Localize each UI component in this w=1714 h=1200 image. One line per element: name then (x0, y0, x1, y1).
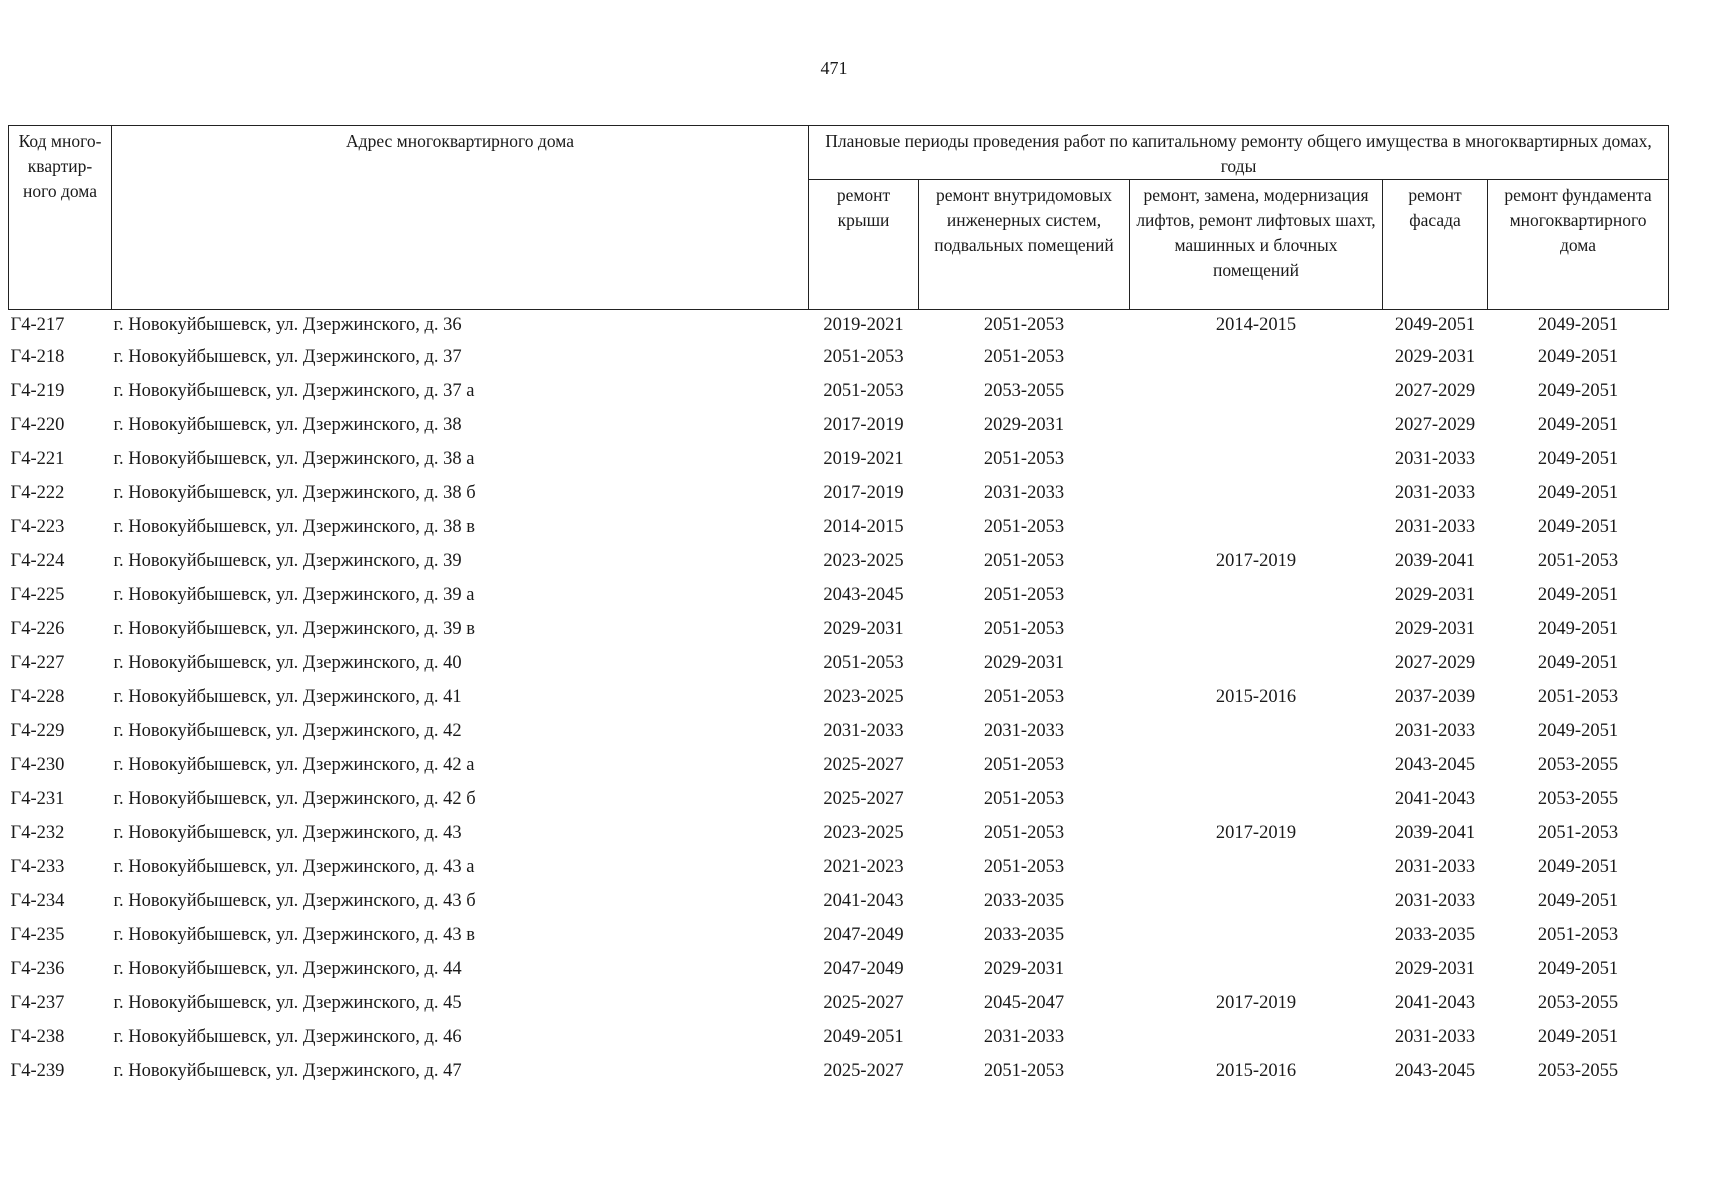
header-lifts: ремонт, замена, модернизация лифтов, ремонт лифтовых шахт, машинных и блочных помещений (1130, 180, 1383, 310)
row-code: Г4-234 (10, 890, 65, 911)
table-row (9, 714, 1669, 748)
table-row (9, 544, 1669, 578)
row-roof: 2017-2019 (823, 414, 904, 435)
row-engineering: 2029-2031 (983, 652, 1065, 673)
row-foundation: 2049-2051 (1537, 720, 1619, 741)
table-row (9, 1054, 1669, 1088)
row-engineering: 2051-2053 (983, 788, 1065, 809)
row-engineering: 2051-2053 (983, 1060, 1065, 1081)
row-foundation: 2049-2051 (1537, 1026, 1619, 1047)
row-code: Г4-225 (10, 584, 65, 605)
row-lifts: 2017-2019 (1215, 992, 1297, 1013)
row-engineering: 2031-2033 (983, 1026, 1065, 1047)
row-code: Г4-239 (10, 1060, 65, 1081)
row-roof: 2023-2025 (823, 822, 904, 843)
row-roof: 2025-2027 (823, 754, 904, 775)
row-roof: 2043-2045 (823, 584, 904, 605)
row-foundation: 2049-2051 (1537, 380, 1619, 401)
row-engineering: 2045-2047 (983, 992, 1065, 1013)
row-address: г. Новокуйбышевск, ул. Дзержинского, д. 39 а (113, 584, 475, 605)
row-code: Г4-221 (10, 448, 65, 469)
row-foundation: 2051-2053 (1537, 550, 1619, 571)
row-code: Г4-222 (10, 482, 65, 503)
row-lifts (1130, 340, 1383, 374)
table-row (9, 918, 1669, 952)
table-row (9, 476, 1669, 510)
header-foundation: ремонт фундамента многоквартирного дома (1488, 180, 1669, 310)
table-row (9, 578, 1669, 612)
row-foundation: 2049-2051 (1537, 448, 1619, 469)
row-roof: 2023-2025 (823, 550, 904, 571)
row-lifts: 2015-2016 (1215, 1060, 1297, 1081)
row-roof: 2023-2025 (823, 686, 904, 707)
row-foundation: 2049-2051 (1537, 314, 1619, 335)
row-facade: 2031-2033 (1394, 1026, 1476, 1047)
table-row (9, 1020, 1669, 1054)
row-address: г. Новокуйбышевск, ул. Дзержинского, д. 43 в (113, 924, 475, 945)
row-code: Г4-224 (10, 550, 65, 571)
row-facade: 2043-2045 (1394, 1060, 1476, 1081)
row-engineering: 2051-2053 (983, 754, 1065, 775)
row-facade: 2027-2029 (1394, 380, 1476, 401)
row-address: г. Новокуйбышевск, ул. Дзержинского, д. 39 (113, 550, 462, 571)
row-lifts (1130, 748, 1383, 782)
row-lifts (1130, 782, 1383, 816)
row-facade: 2031-2033 (1394, 856, 1476, 877)
row-foundation: 2053-2055 (1537, 992, 1619, 1013)
table-row (9, 680, 1669, 714)
row-foundation: 2049-2051 (1537, 652, 1619, 673)
row-foundation: 2051-2053 (1537, 924, 1619, 945)
row-code: Г4-236 (10, 958, 65, 979)
row-code: Г4-223 (10, 516, 65, 537)
row-engineering: 2051-2053 (983, 550, 1065, 571)
row-facade: 2039-2041 (1394, 550, 1476, 571)
row-facade: 2029-2031 (1394, 346, 1476, 367)
row-code: Г4-233 (10, 856, 65, 877)
row-address: г. Новокуйбышевск, ул. Дзержинского, д. 41 (113, 686, 462, 707)
row-address: г. Новокуйбышевск, ул. Дзержинского, д. 47 (113, 1060, 462, 1081)
row-address: г. Новокуйбышевск, ул. Дзержинского, д. 42 б (113, 788, 476, 809)
row-engineering: 2033-2035 (983, 924, 1065, 945)
row-address: г. Новокуйбышевск, ул. Дзержинского, д. 37 (113, 346, 462, 367)
table-row (9, 310, 1669, 341)
row-engineering: 2051-2053 (983, 618, 1065, 639)
row-foundation: 2053-2055 (1537, 1060, 1619, 1081)
row-roof: 2025-2027 (823, 788, 904, 809)
row-code: Г4-226 (10, 618, 65, 639)
row-facade: 2029-2031 (1394, 584, 1476, 605)
row-code: Г4-231 (10, 788, 65, 809)
table-header (9, 126, 1669, 310)
row-address: г. Новокуйбышевск, ул. Дзержинского, д. 38 а (113, 448, 475, 469)
row-facade: 2049-2051 (1394, 314, 1476, 335)
row-code: Г4-227 (10, 652, 65, 673)
row-roof: 2047-2049 (823, 958, 904, 979)
row-foundation: 2053-2055 (1537, 788, 1619, 809)
row-facade: 2027-2029 (1394, 414, 1476, 435)
table-row (9, 884, 1669, 918)
row-facade: 2031-2033 (1394, 890, 1476, 911)
row-foundation: 2049-2051 (1537, 482, 1619, 503)
row-engineering: 2051-2053 (983, 686, 1065, 707)
row-address: г. Новокуйбышевск, ул. Дзержинского, д. 43 а (113, 856, 475, 877)
row-engineering: 2051-2053 (983, 346, 1065, 367)
row-facade: 2043-2045 (1394, 754, 1476, 775)
row-address: г. Новокуйбышевск, ул. Дзержинского, д. 42 а (113, 754, 475, 775)
repair-schedule-table (8, 125, 1669, 1088)
row-engineering: 2033-2035 (983, 890, 1065, 911)
row-code: Г4-220 (10, 414, 65, 435)
page-number: 471 (820, 58, 848, 78)
table-row (9, 340, 1669, 374)
row-lifts (1130, 408, 1383, 442)
row-lifts: 2014-2015 (1215, 314, 1297, 335)
table-row (9, 748, 1669, 782)
row-roof: 2051-2053 (823, 346, 904, 367)
table-row (9, 374, 1669, 408)
row-lifts: 2017-2019 (1215, 550, 1297, 571)
row-lifts (1130, 850, 1383, 884)
row-facade: 2039-2041 (1394, 822, 1476, 843)
row-roof: 2021-2023 (823, 856, 904, 877)
row-lifts (1130, 646, 1383, 680)
table-row (9, 782, 1669, 816)
row-address: г. Новокуйбышевск, ул. Дзержинского, д. 43 (113, 822, 462, 843)
row-code: Г4-238 (10, 1026, 65, 1047)
row-roof: 2025-2027 (823, 1060, 904, 1081)
row-facade: 2037-2039 (1394, 686, 1476, 707)
row-engineering: 2029-2031 (983, 414, 1065, 435)
row-address: г. Новокуйбышевск, ул. Дзержинского, д. 38 в (113, 516, 475, 537)
row-lifts (1130, 612, 1383, 646)
row-foundation: 2049-2051 (1537, 890, 1619, 911)
row-roof: 2017-2019 (823, 482, 904, 503)
table-row (9, 408, 1669, 442)
row-roof: 2051-2053 (823, 652, 904, 673)
row-foundation: 2049-2051 (1537, 346, 1619, 367)
row-lifts (1130, 374, 1383, 408)
row-engineering: 2029-2031 (983, 958, 1065, 979)
row-facade: 2041-2043 (1394, 788, 1476, 809)
row-facade: 2029-2031 (1394, 958, 1476, 979)
table-row (9, 510, 1669, 544)
table-body (9, 310, 1669, 1089)
row-code: Г4-235 (10, 924, 65, 945)
row-lifts (1130, 918, 1383, 952)
row-roof: 2019-2021 (823, 314, 904, 335)
row-code: Г4-218 (10, 346, 65, 367)
header-periods: Плановые периоды проведения работ по капитальному ремонту общего имущества в многоквартирных домах, годы (809, 126, 1669, 180)
row-engineering: 2031-2033 (983, 482, 1065, 503)
row-engineering: 2031-2033 (983, 720, 1065, 741)
row-facade: 2031-2033 (1394, 720, 1476, 741)
row-foundation: 2049-2051 (1537, 414, 1619, 435)
row-address: г. Новокуйбышевск, ул. Дзержинского, д. 46 (113, 1026, 462, 1047)
row-code: Г4-217 (10, 314, 65, 335)
row-roof: 2031-2033 (823, 720, 904, 741)
header-roof: ремонт крыши (809, 180, 919, 310)
row-lifts: 2015-2016 (1215, 686, 1297, 707)
table-row (9, 646, 1669, 680)
row-code: Г4-237 (10, 992, 65, 1013)
row-roof: 2047-2049 (823, 924, 904, 945)
table-row (9, 612, 1669, 646)
row-address: г. Новокуйбышевск, ул. Дзержинского, д. 37 а (113, 380, 475, 401)
row-foundation: 2049-2051 (1537, 584, 1619, 605)
row-lifts (1130, 884, 1383, 918)
row-facade: 2041-2043 (1394, 992, 1476, 1013)
row-lifts (1130, 1020, 1383, 1054)
row-lifts: 2017-2019 (1215, 822, 1297, 843)
row-code: Г4-229 (10, 720, 65, 741)
row-address: г. Новокуйбышевск, ул. Дзержинского, д. 38 (113, 414, 462, 435)
row-address: г. Новокуйбышевск, ул. Дзержинского, д. 40 (113, 652, 462, 673)
row-roof: 2025-2027 (823, 992, 904, 1013)
row-facade: 2031-2033 (1394, 482, 1476, 503)
row-facade: 2031-2033 (1394, 448, 1476, 469)
row-foundation: 2051-2053 (1537, 686, 1619, 707)
row-code: Г4-230 (10, 754, 65, 775)
table-row (9, 850, 1669, 884)
row-roof: 2019-2021 (823, 448, 904, 469)
row-lifts (1130, 510, 1383, 544)
row-engineering: 2051-2053 (983, 822, 1065, 843)
row-roof: 2049-2051 (823, 1026, 904, 1047)
row-roof: 2051-2053 (823, 380, 904, 401)
row-code: Г4-232 (10, 822, 65, 843)
row-engineering: 2051-2053 (983, 516, 1065, 537)
row-address: г. Новокуйбышевск, ул. Дзержинского, д. 38 б (113, 482, 476, 503)
header-facade: ремонт фасада (1383, 180, 1488, 310)
row-engineering: 2051-2053 (983, 584, 1065, 605)
table-row (9, 816, 1669, 850)
row-roof: 2041-2043 (823, 890, 904, 911)
row-engineering: 2051-2053 (983, 856, 1065, 877)
row-address: г. Новокуйбышевск, ул. Дзержинского, д. 42 (113, 720, 462, 741)
row-address: г. Новокуйбышевск, ул. Дзержинского, д. 44 (113, 958, 462, 979)
row-facade: 2027-2029 (1394, 652, 1476, 673)
row-foundation: 2051-2053 (1537, 822, 1619, 843)
header-code: Код много-квартир-ного дома (9, 126, 112, 310)
row-facade: 2033-2035 (1394, 924, 1476, 945)
row-foundation: 2049-2051 (1537, 958, 1619, 979)
row-lifts (1130, 578, 1383, 612)
row-code: Г4-219 (10, 380, 65, 401)
row-lifts (1130, 442, 1383, 476)
row-foundation: 2049-2051 (1537, 856, 1619, 877)
row-engineering: 2051-2053 (983, 448, 1065, 469)
row-lifts (1130, 476, 1383, 510)
row-engineering: 2053-2055 (983, 380, 1065, 401)
row-lifts (1130, 952, 1383, 986)
row-roof: 2014-2015 (823, 516, 904, 537)
row-foundation: 2049-2051 (1537, 618, 1619, 639)
row-address: г. Новокуйбышевск, ул. Дзержинского, д. 36 (113, 314, 462, 335)
row-facade: 2031-2033 (1394, 516, 1476, 537)
table-row (9, 986, 1669, 1020)
row-foundation: 2053-2055 (1537, 754, 1619, 775)
row-address: г. Новокуйбышевск, ул. Дзержинского, д. 45 (113, 992, 462, 1013)
header-address: Адрес многоквартирного дома (112, 126, 809, 310)
header-engineering: ремонт внутридомовых инженерных систем, подвальных помещений (919, 180, 1130, 310)
row-code: Г4-228 (10, 686, 65, 707)
row-facade: 2029-2031 (1394, 618, 1476, 639)
row-engineering: 2051-2053 (983, 314, 1065, 335)
table-row (9, 952, 1669, 986)
row-lifts (1130, 714, 1383, 748)
row-roof: 2029-2031 (823, 618, 904, 639)
table-row (9, 442, 1669, 476)
row-address: г. Новокуйбышевск, ул. Дзержинского, д. 39 в (113, 618, 475, 639)
row-foundation: 2049-2051 (1537, 516, 1619, 537)
row-address: г. Новокуйбышевск, ул. Дзержинского, д. 43 б (113, 890, 476, 911)
